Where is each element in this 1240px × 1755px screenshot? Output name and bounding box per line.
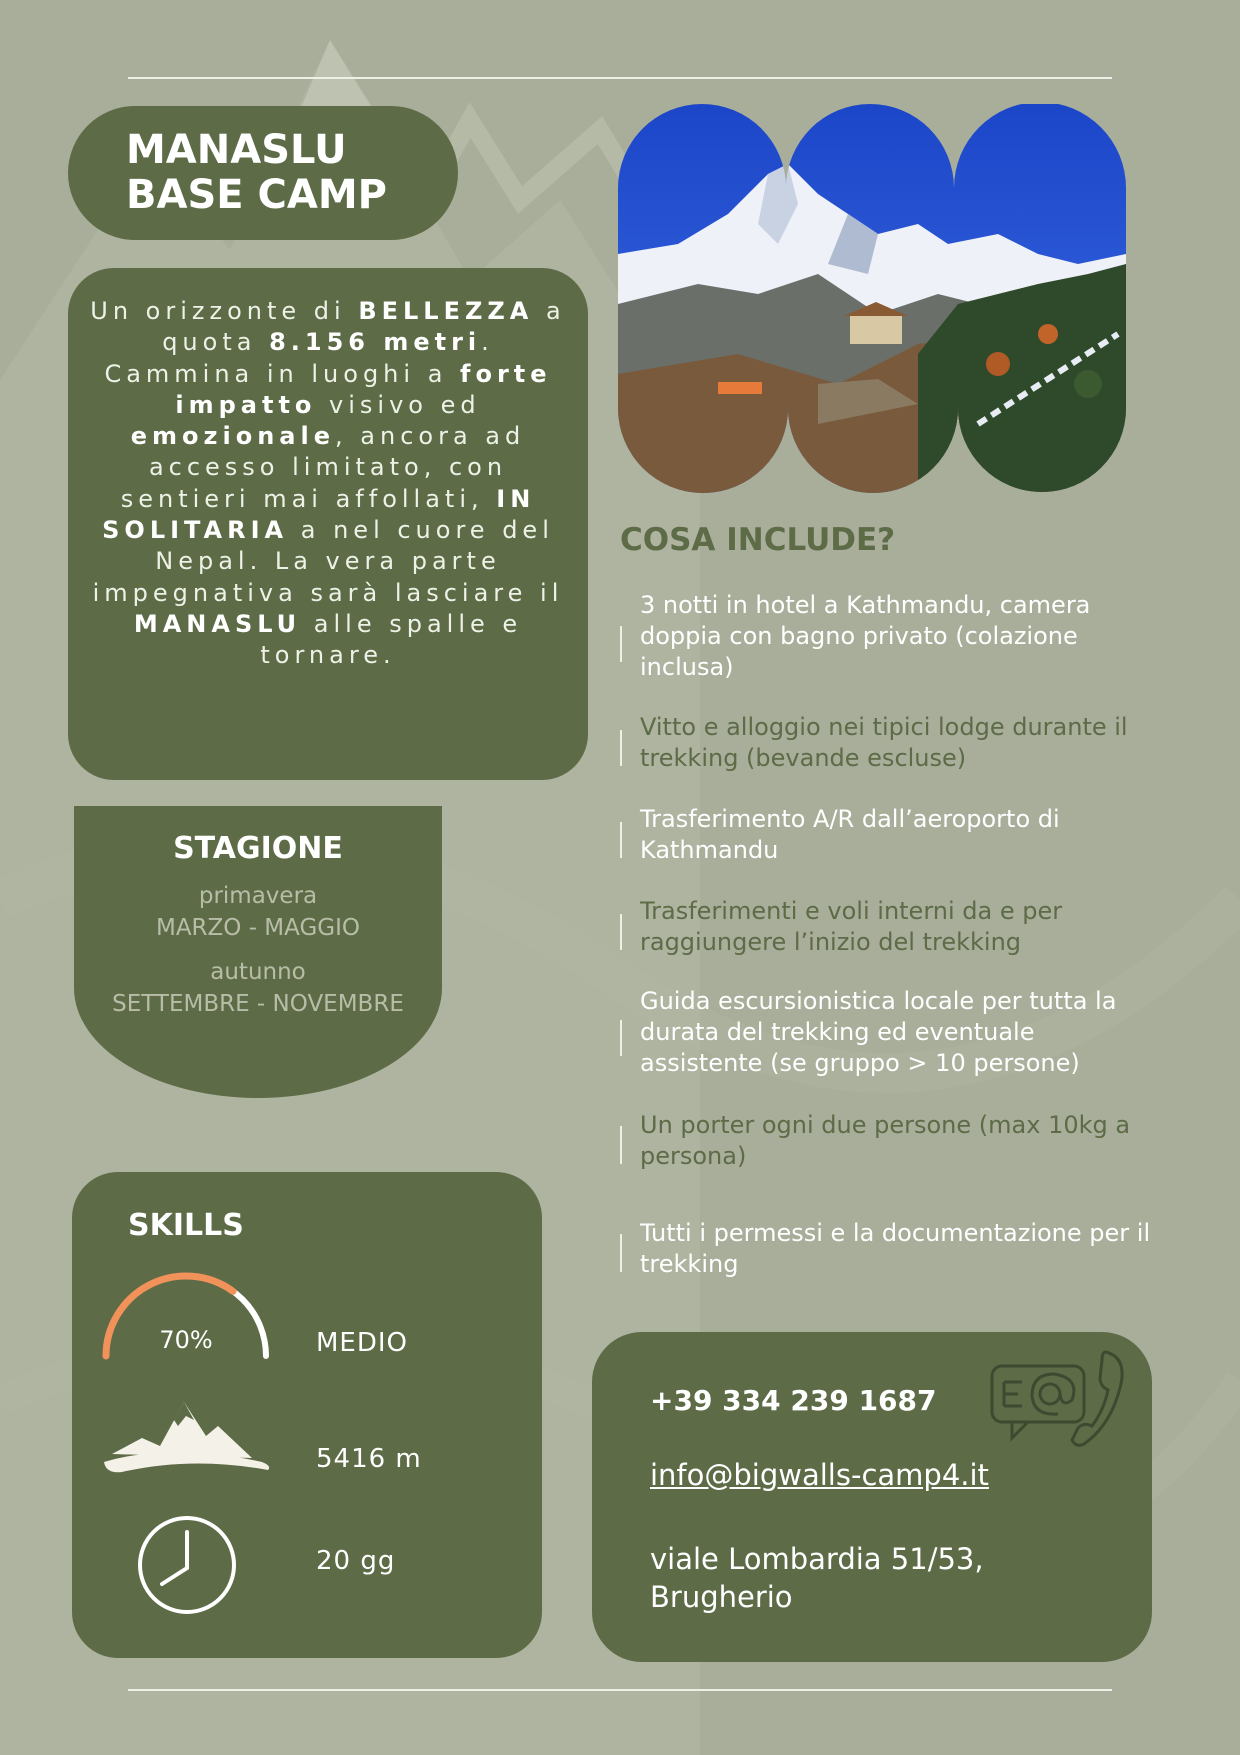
intro-bold: IN SOLITARIA: [102, 484, 536, 545]
include-item-text: Tutti i permessi e la documentazione per il trekking: [640, 1219, 1151, 1278]
difficulty-label: MEDIO: [316, 1328, 409, 1358]
title-badge: [68, 106, 458, 240]
contact-icon: [988, 1348, 1130, 1454]
intro-text: , ancora ad accesso limitato, con sentieri mai affollati,: [120, 422, 526, 513]
mountain-icon: [102, 1396, 272, 1478]
title-line-1: MANASLU: [126, 127, 347, 173]
skills-box: [72, 1172, 542, 1658]
intro-text: a quota: [162, 297, 566, 357]
intro-bold: 8.156 metri: [269, 328, 482, 357]
includes-title: COSA INCLUDE?: [620, 522, 896, 558]
include-item-text: 3 notti in hotel a Kathmandu, camera doppia con bagno privato (colazione inclusa): [640, 591, 1091, 681]
spring-months: MARZO - MAGGIO: [155, 915, 361, 941]
address: viale Lombardia 51/53, Brugherio: [650, 1542, 984, 1614]
include-item-text: Vitto e alloggio nei tipici lodge durante il trekking (bevande escluse): [640, 713, 1128, 772]
autumn-label: autunno: [210, 959, 306, 985]
include-item-text: Trasferimenti e voli interni da e per raggiungere l’inizio del trekking: [640, 897, 1063, 956]
autumn-months: SETTEMBRE - NOVEMBRE: [112, 991, 404, 1017]
season-box: [74, 806, 442, 1098]
intro-bold: BELLEZZA: [358, 297, 534, 325]
intro-bold: forte impatto: [175, 359, 552, 419]
phone-number[interactable]: +39 334 239 1687: [650, 1384, 937, 1417]
include-item-text: Un porter ogni due persone (max 10kg a persona): [640, 1111, 1131, 1170]
altitude-label: 5416 m: [316, 1444, 422, 1474]
intro-text: a nel cuore del Nepal. La vera parte impegnativa sarà lasciare il: [92, 516, 564, 607]
email-link[interactable]: info@bigwalls-camp4.it: [650, 1458, 989, 1492]
include-item-text: Guida escursionistica locale per tutta la durata del trekking ed eventuale assistente (se gruppo > 10 persone): [640, 987, 1117, 1077]
intro-text: Un orizzonte di: [90, 297, 359, 325]
skills-title: SKILLS: [128, 1208, 244, 1243]
title-line-2: BASE CAMP: [126, 172, 387, 218]
difficulty-gauge: [98, 1268, 274, 1364]
intro-bold: MANASLU: [133, 609, 302, 638]
intro-text-box: [68, 268, 588, 780]
intro-bold: emozionale: [130, 422, 336, 451]
intro-text: . Cammina in luoghi a: [104, 328, 494, 388]
contact-box: [592, 1332, 1152, 1662]
bottom-divider: [128, 1689, 1112, 1691]
mountain-photo: [618, 104, 1126, 496]
difficulty-percent: 70%: [159, 1326, 213, 1354]
intro-text: alle spalle e tornare.: [260, 609, 523, 670]
top-divider: [128, 77, 1112, 79]
spring-label: primavera: [198, 883, 318, 909]
intro-text: visivo ed: [316, 390, 481, 419]
duration-label: 20 gg: [316, 1546, 396, 1576]
season-title: STAGIONE: [173, 831, 343, 866]
include-item-text: Trasferimento A/R dall’aeroporto di Kathmandu: [640, 805, 1060, 864]
clock-icon: [134, 1512, 240, 1618]
